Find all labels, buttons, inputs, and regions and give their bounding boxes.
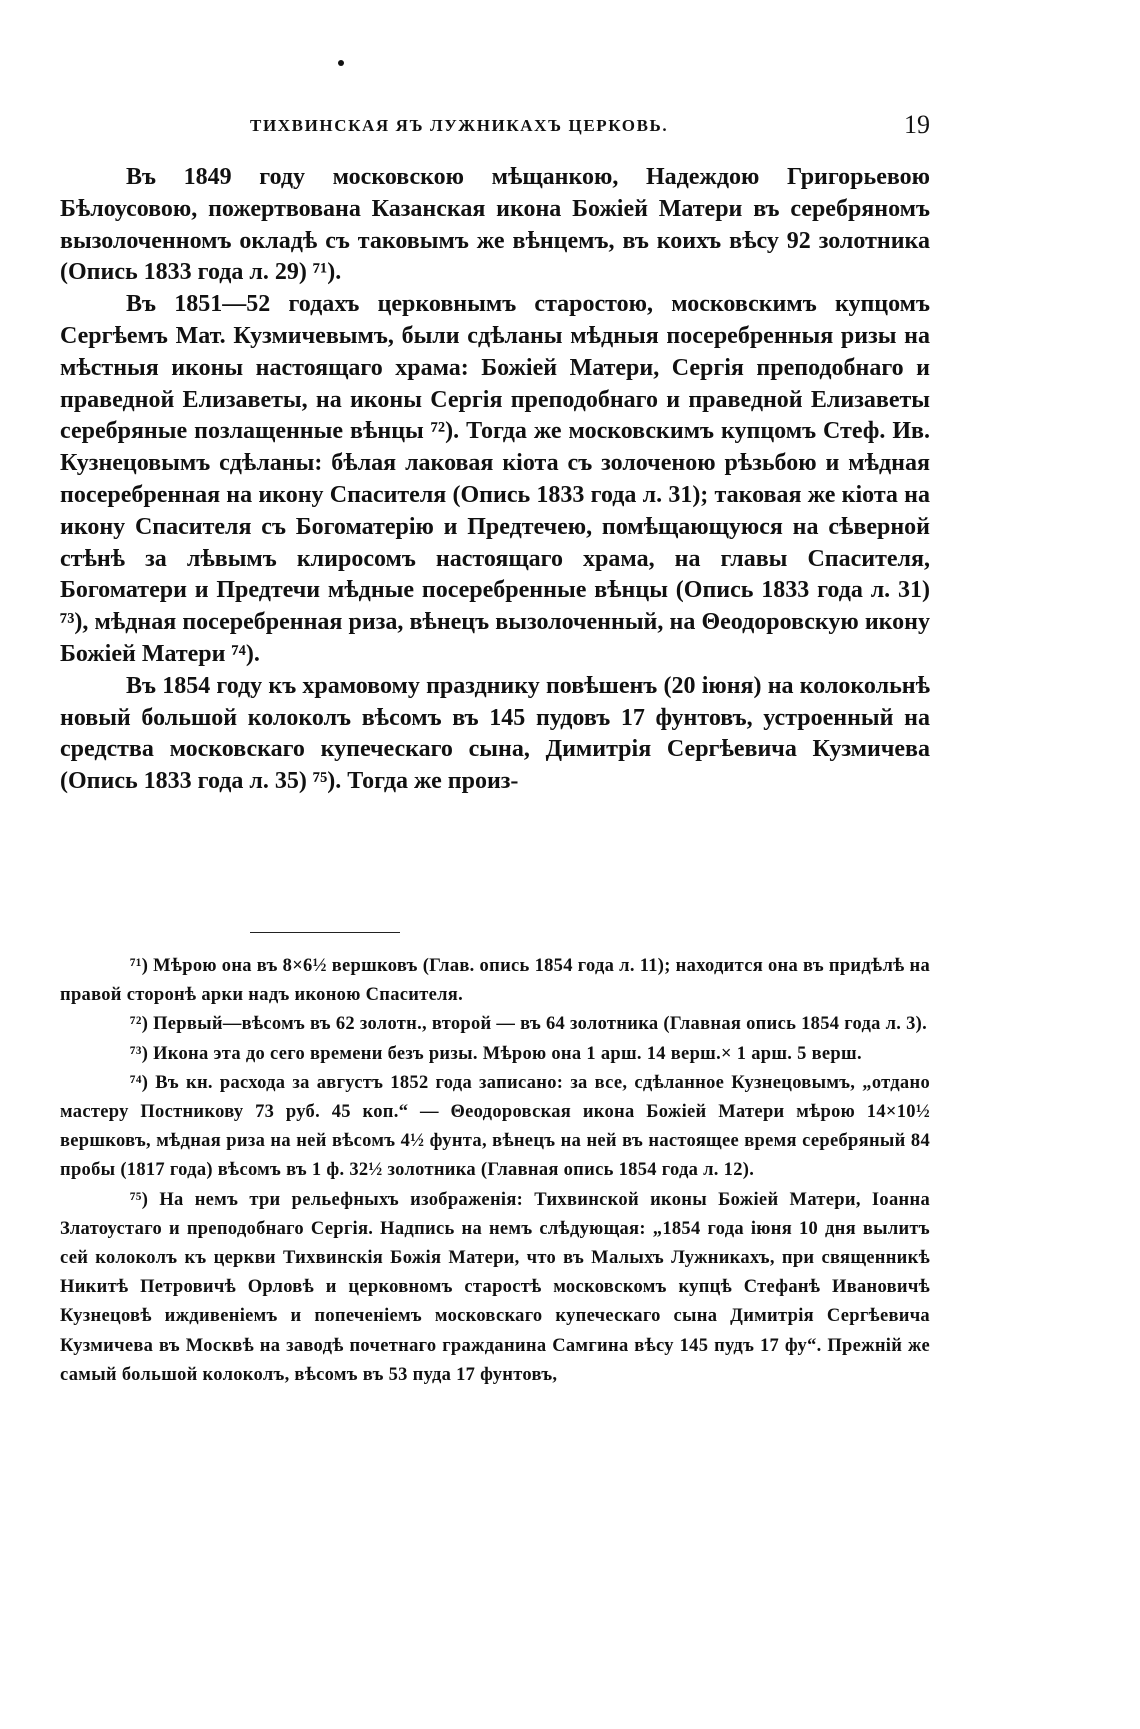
page-number: 19	[904, 110, 930, 139]
paragraph-2: Въ 1851—52 годахъ церковнымъ старостою, московскимъ купцомъ Сергѣемъ Мат. Кузмичевымъ, были сдѣланы мѣдныя посеребренныя ризы на мѣстныя иконы настоящаго храма: Божіей Матери, Сергія преподобнаго и праведной Елизаветы, на иконы Сергія преподобнаго и праведной Елизаветы серебряные позлащенные вѣнцы ⁷²). Тогда же московскимъ купцомъ Стеф. Ив. Кузнецовымъ сдѣланы: бѣлая лаковая кіота съ золоченою рѣзьбою и мѣдная посеребренная на икону Спасителя (Опись 1833 года л. 31); таковая же кіота на икону Спасителя съ Богоматерію и Предтечею, помѣщающуюся на сѣверной стѣнѣ за лѣвымъ клиросомъ настоящаго храма, на главы Спасителя, Богоматери и Предтечи мѣдные посеребренные вѣнцы (Опись 1833 года л. 31) ⁷³), мѣдная посеребренная риза, вѣнецъ вызолоченный, на Θеодоровскую икону Божіей Матери ⁷⁴).	[60, 291, 930, 667]
footnotes	[60, 952, 930, 1390]
page-header	[60, 110, 930, 140]
main-text	[60, 162, 930, 798]
footnote-separator	[250, 932, 400, 933]
footnote-71: ⁷¹) Мѣрою она въ 8×6½ вершковъ (Глав. опись 1854 года л. 11); находится она въ придѣлѣ на правой сторонѣ арки надъ иконою Спасителя.	[60, 956, 930, 1006]
ink-dot	[338, 60, 344, 66]
footnote-75: ⁷⁵) На немъ три рельефныхъ изображенія: Тихвинской иконы Божіей Матери, Іоанна Златоустаго и преподобнаго Сергія. Надпись на немъ слѣдующая: „1854 года іюня 10 дня вылитъ сей колоколъ къ церкви Тихвинскія Божія Матери, что въ Малыхъ Лужникахъ, при священникѣ Никитѣ Петровичѣ Орловѣ и церковномъ старостѣ московскомъ купцѣ Стефанѣ Ивановичѣ Кузнецовѣ иждивеніемъ и попеченіемъ московскаго купеческаго сына Димитрія Сергѣевича Кузмичева въ Москвѣ на заводѣ почетнаго гражданина Самгина вѣсу 145 пудъ 17 фу“. Прежній же самый большой колоколъ, вѣсомъ въ 53 пуда 17 фунтовъ,	[60, 1189, 930, 1385]
footnote-73: ⁷³) Икона эта до сего времени безъ ризы. Мѣрою она 1 арш. 14 верш.× 1 арш. 5 верш.	[130, 1043, 862, 1064]
running-head: ТИХВИНСКАЯ ЯЪ ЛУЖНИКАХЪ ЦЕРКОВЬ.	[250, 116, 669, 135]
footnote-72: ⁷²) Первый—вѣсомъ въ 62 золотн., второй — въ 64 золотника (Главная опись 1854 года л. 3).	[130, 1014, 928, 1035]
book-page	[60, 0, 930, 1729]
paragraph-1: Въ 1849 году московскою мѣщанкою, Надеждою Григорьевою Бѣлоусовою, пожертвована Казанская икона Божіей Матери въ серебряномъ вызолоченномъ окладѣ съ таковымъ же вѣнцемъ, въ коихъ вѣсу 92 золотника (Опись 1833 года л. 29) ⁷¹).	[60, 164, 930, 286]
footnote-74: ⁷⁴) Въ кн. расхода за августъ 1852 года записано: за все, сдѣланное Кузнецовымъ, „отдано мастеру Постникову 73 руб. 45 коп.“ — Θеодоровская икона Божіей Матери мѣрою 14×10½ вершковъ, мѣдная риза на ней вѣсомъ 4½ фунта, вѣнецъ на ней въ настоящее время серебряный 84 пробы (1817 года) вѣсомъ въ 1 ф. 32½ золотника (Главная опись 1854 года л. 12).	[60, 1072, 930, 1181]
paragraph-3: Въ 1854 году къ храмовому празднику повѣшенъ (20 іюня) на колокольнѣ новый большой колоколъ вѣсомъ въ 145 пудовъ 17 фунтовъ, устроенный на средства московскаго купеческаго сына, Димитрія Сергѣевича Кузмичева (Опись 1833 года л. 35) ⁷⁵). Тогда же произ-	[60, 672, 930, 795]
